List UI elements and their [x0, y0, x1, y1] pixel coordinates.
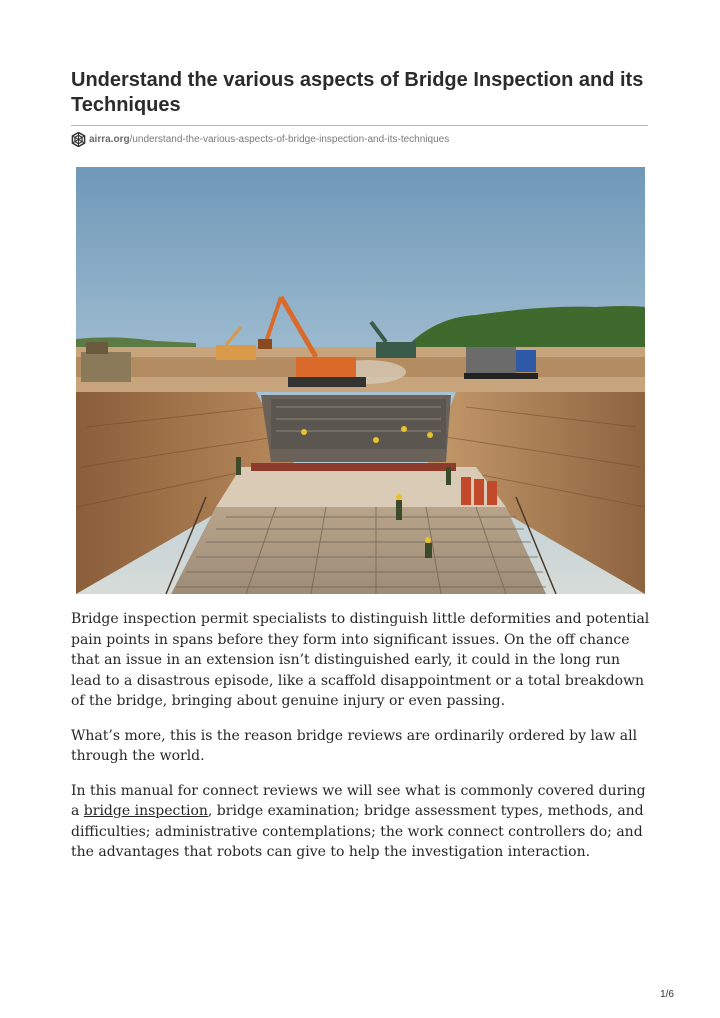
source-path: /understand-the-various-aspects-of-bridge-inspection-and-its-techniques — [129, 133, 450, 145]
paragraph-3 — [71, 781, 651, 863]
page-title: Understand the various aspects of Bridge Inspection and its Techniques — [71, 69, 644, 116]
paragraph-3-text: In this manual for connect reviews we will see what is commonly covered during a — [71, 782, 646, 819]
source-line — [71, 131, 449, 147]
construction-site-photo — [76, 167, 645, 594]
hero-image — [76, 167, 645, 594]
site-logo-icon — [71, 132, 86, 147]
source-domain: airra.org — [89, 133, 130, 145]
title-divider — [71, 125, 648, 126]
paragraph-3-text-end: , bridge examination; bridge assessment types, methods, and difficulties; administrative contemplations; the work connect controllers do; and the advantages that robots can give to help the investigation interaction. — [71, 803, 644, 860]
source-url-link[interactable] — [89, 134, 449, 145]
paragraph-1: Bridge inspection permit specialists to distinguish little deformities and potential pain points in spans before they form into significant issues. On the off chance that an issue in an extension isn’t distinguished early, it could in the long run lead to a disastrous episode, like a scaffold disappointment or a total breakdown of the bridge, bringing about genuine injury or even passing. — [71, 611, 650, 709]
paragraph-2: What’s more, this is the reason bridge reviews are ordinarily ordered by law all through the world. — [71, 727, 638, 764]
article-body — [71, 609, 651, 877]
page-number: 1/6 — [660, 989, 674, 1000]
bridge-inspection-link[interactable]: bridge inspection — [83, 803, 208, 819]
